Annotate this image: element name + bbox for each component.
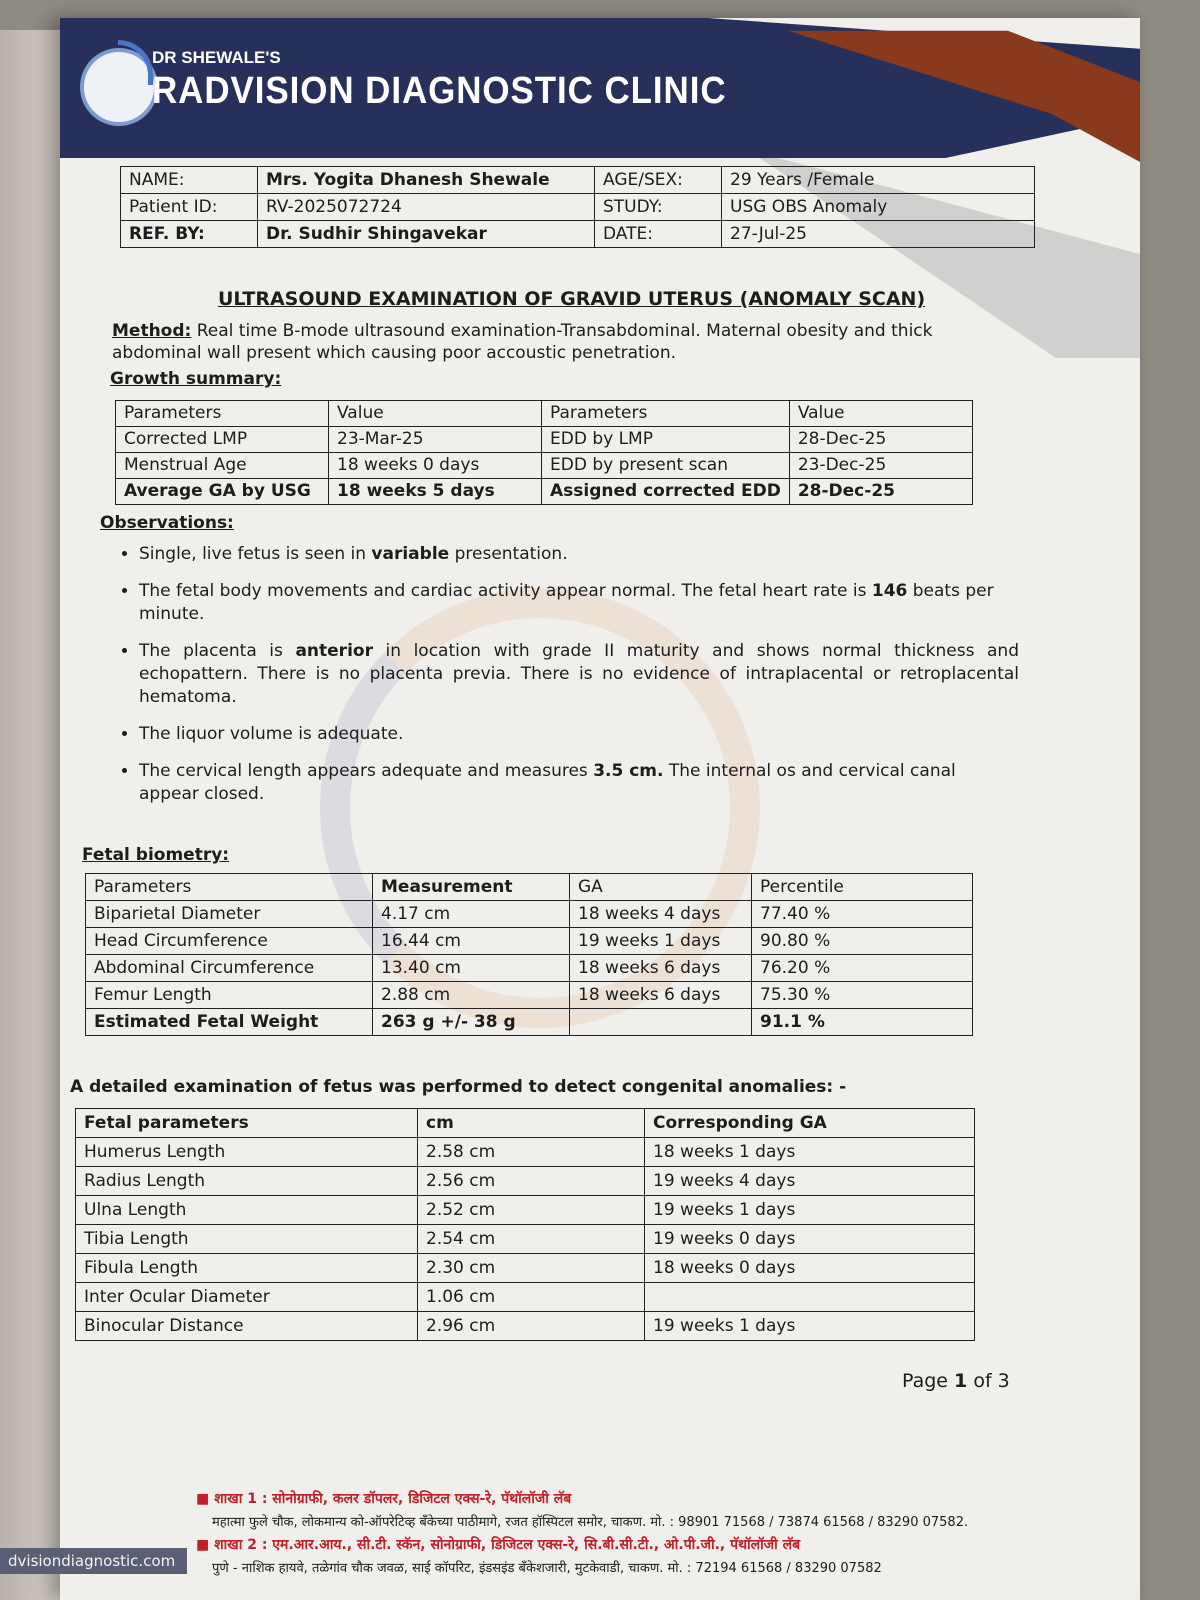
biometry-header: Measurement <box>373 874 570 901</box>
biometry-header: GA <box>570 874 752 901</box>
website-label: dvisiondiagnostic.com <box>0 1548 187 1574</box>
text: The liquor volume is adequate. <box>139 724 404 744</box>
table-cell: 13.40 cm <box>373 955 570 982</box>
list-item <box>139 543 1019 566</box>
table-row <box>116 427 973 453</box>
table-cell: 263 g +/- 38 g <box>373 1009 570 1036</box>
text: beats per minute. <box>139 581 994 624</box>
table-cell <box>570 1009 752 1036</box>
growth-header: Parameters <box>116 401 329 427</box>
table-cell: 91.1 % <box>752 1009 973 1036</box>
branch-1-address: महात्मा फुले चौक, लोकमान्य को-ऑपरेटिव्ह बँकेच्या पाठीमागे, रजत हॉस्पिटल समोर, चाकण. मो. : 98901 71568 / 73874 61568 / 83290 07582. <box>212 1515 969 1530</box>
growth-summary-label: Growth summary: <box>110 369 282 389</box>
branch-1: ■ शाखा 1 : सोनोग्राफी, कलर डॉपलर, डिजिटल एक्स-रे, पॅथॉलॉजी लॅब <box>196 1491 572 1507</box>
table-cell: 2.52 cm <box>418 1196 645 1225</box>
method-section <box>112 320 992 364</box>
table-cell: 28-Dec-25 <box>789 427 972 453</box>
table-row <box>76 1254 975 1283</box>
page-prefix: Page <box>902 1370 955 1392</box>
table-cell: 2.54 cm <box>418 1225 645 1254</box>
table-row <box>86 1009 973 1036</box>
table-cell: 18 weeks 6 days <box>570 982 752 1009</box>
growth-header: Value <box>329 401 542 427</box>
text-bold: anterior <box>295 641 373 661</box>
table-cell: Fibula Length <box>76 1254 418 1283</box>
table-row <box>86 901 973 928</box>
table-cell: Abdominal Circumference <box>86 955 373 982</box>
biometry-header: Percentile <box>752 874 973 901</box>
observations-list <box>115 543 1019 820</box>
table-cell: 2.96 cm <box>418 1312 645 1341</box>
text: The cervical length appears adequate and measures <box>139 761 594 781</box>
table-cell: Binocular Distance <box>76 1312 418 1341</box>
table-cell: 18 weeks 0 days <box>645 1254 975 1283</box>
growth-header: Value <box>789 401 972 427</box>
table-cell: 19 weeks 4 days <box>645 1167 975 1196</box>
list-item <box>139 760 1019 806</box>
page-number <box>902 1370 1010 1392</box>
clinic-subtitle: DR SHEWALE'S <box>152 48 281 67</box>
table-cell: Inter Ocular Diameter <box>76 1283 418 1312</box>
table-row <box>116 453 973 479</box>
table-row <box>76 1138 975 1167</box>
list-item <box>139 723 1019 746</box>
table-cell: 4.17 cm <box>373 901 570 928</box>
table-cell: 19 weeks 0 days <box>645 1225 975 1254</box>
clinic-name: RADVISION DIAGNOSTIC CLINIC <box>152 70 727 112</box>
table-cell: 19 weeks 1 days <box>645 1312 975 1341</box>
age-label: AGE/SEX: <box>595 167 722 194</box>
table-cell: 2.56 cm <box>418 1167 645 1196</box>
anomaly-header: Fetal parameters <box>76 1109 418 1138</box>
table-row <box>86 955 973 982</box>
table-row <box>76 1312 975 1341</box>
report-title: ULTRASOUND EXAMINATION OF GRAVID UTERUS (ANOMALY SCAN) <box>218 288 926 310</box>
patient-name: Mrs. Yogita Dhanesh Shewale <box>258 167 595 194</box>
table-cell: Femur Length <box>86 982 373 1009</box>
text: The internal os and cervical canal appear closed. <box>139 761 956 804</box>
anomaly-header: cm <box>418 1109 645 1138</box>
table-cell: Corrected LMP <box>116 427 329 453</box>
table-cell: 16.44 cm <box>373 928 570 955</box>
page-suffix: of 3 <box>967 1370 1010 1392</box>
table-cell: Menstrual Age <box>116 453 329 479</box>
table-cell: Tibia Length <box>76 1225 418 1254</box>
table-cell: 18 weeks 6 days <box>570 955 752 982</box>
table-cell: 2.88 cm <box>373 982 570 1009</box>
table-cell: 18 weeks 4 days <box>570 901 752 928</box>
table-cell: 19 weeks 1 days <box>645 1196 975 1225</box>
text: Single, live fetus is seen in <box>139 544 372 564</box>
patient-age: 29 Years /Female <box>722 167 1035 194</box>
table-row <box>86 928 973 955</box>
table-cell: EDD by LMP <box>542 427 790 453</box>
table-cell: 90.80 % <box>752 928 973 955</box>
table-row <box>76 1283 975 1312</box>
table-cell: Ulna Length <box>76 1196 418 1225</box>
text: The fetal body movements and cardiac activity appear normal. The fetal heart rate is <box>139 581 872 601</box>
table-cell: 18 weeks 1 days <box>645 1138 975 1167</box>
table-cell: 23-Mar-25 <box>329 427 542 453</box>
table-cell: 18 weeks 5 days <box>329 479 542 505</box>
list-item <box>139 640 1019 709</box>
fetal-biometry-table <box>85 873 973 1036</box>
table-cell: Assigned corrected EDD <box>542 479 790 505</box>
table-cell: 77.40 % <box>752 901 973 928</box>
text: in location with grade II maturity and shows normal thickness and echopattern. There is no placenta previa. There is no evidence of intraplacental or retroplacental hematoma. <box>139 641 1019 707</box>
patient-id: RV-2025072724 <box>258 194 595 221</box>
table-cell: 23-Dec-25 <box>789 453 972 479</box>
branch-2-address: पुणे - नाशिक हायवे, तळेगांव चौक जवळ, साई कॉपरिट, इंडसइंड बँकेशजारी, मुटकेवाडी, चाकण. मो. : 72194 61568 / 83290 07582 <box>212 1561 882 1576</box>
table-cell: 2.30 cm <box>418 1254 645 1283</box>
table-cell: 76.20 % <box>752 955 973 982</box>
anomaly-header: Corresponding GA <box>645 1109 975 1138</box>
branch-2: ■ शाखा 2 : एम.आर.आय., सी.टी. स्कॅन, सोनोग्राफी, डिजिटल एक्स-रे, सि.बी.सी.टी., ओ.पी.जी., पॅथॉलॉजी लॅब <box>196 1537 801 1553</box>
growth-summary-table <box>115 400 973 505</box>
study-label: STUDY: <box>595 194 722 221</box>
method-label: Method: <box>112 321 192 341</box>
name-label: NAME: <box>121 167 258 194</box>
table-cell: Humerus Length <box>76 1138 418 1167</box>
table-row <box>86 982 973 1009</box>
ref-label: REF. BY: <box>121 221 258 248</box>
page-current: 1 <box>954 1370 968 1392</box>
table-cell: 2.58 cm <box>418 1138 645 1167</box>
table-cell <box>645 1283 975 1312</box>
table-cell: Head Circumference <box>86 928 373 955</box>
table-cell: 75.30 % <box>752 982 973 1009</box>
method-text: Real time B-mode ultrasound examination-Transabdominal. Maternal obesity and thick abdominal wall present which causing poor accoustic penetration. <box>112 321 933 363</box>
table-cell: EDD by present scan <box>542 453 790 479</box>
table-cell: 18 weeks 0 days <box>329 453 542 479</box>
text-bold: 3.5 cm. <box>593 761 664 781</box>
list-item <box>139 580 1019 626</box>
referring-doctor: Dr. Sudhir Shingavekar <box>258 221 595 248</box>
table-cell: Estimated Fetal Weight <box>86 1009 373 1036</box>
table-cell: 19 weeks 1 days <box>570 928 752 955</box>
anomaly-intro: A detailed examination of fetus was performed to detect congenital anomalies: - <box>70 1077 847 1097</box>
id-label: Patient ID: <box>121 194 258 221</box>
text: presentation. <box>449 544 568 564</box>
table-cell: Biparietal Diameter <box>86 901 373 928</box>
table-row <box>116 479 973 505</box>
growth-header: Parameters <box>542 401 790 427</box>
table-cell: 28-Dec-25 <box>789 479 972 505</box>
anomaly-table <box>75 1108 975 1341</box>
table-cell: Average GA by USG <box>116 479 329 505</box>
table-row <box>76 1225 975 1254</box>
text-bold: 146 <box>871 581 908 601</box>
text: The placenta is <box>139 641 296 661</box>
biometry-header: Parameters <box>86 874 373 901</box>
date-label: DATE: <box>595 221 722 248</box>
text-bold: variable <box>371 544 450 564</box>
table-row <box>76 1167 975 1196</box>
table-row <box>76 1196 975 1225</box>
report-date: 27-Jul-25 <box>722 221 1035 248</box>
study: USG OBS Anomaly <box>722 194 1035 221</box>
patient-info-table <box>120 166 1035 248</box>
fetal-biometry-label: Fetal biometry: <box>82 845 230 865</box>
table-cell: Radius Length <box>76 1167 418 1196</box>
table-cell: 1.06 cm <box>418 1283 645 1312</box>
report-page <box>60 18 1140 1600</box>
observations-label: Observations: <box>100 513 234 533</box>
